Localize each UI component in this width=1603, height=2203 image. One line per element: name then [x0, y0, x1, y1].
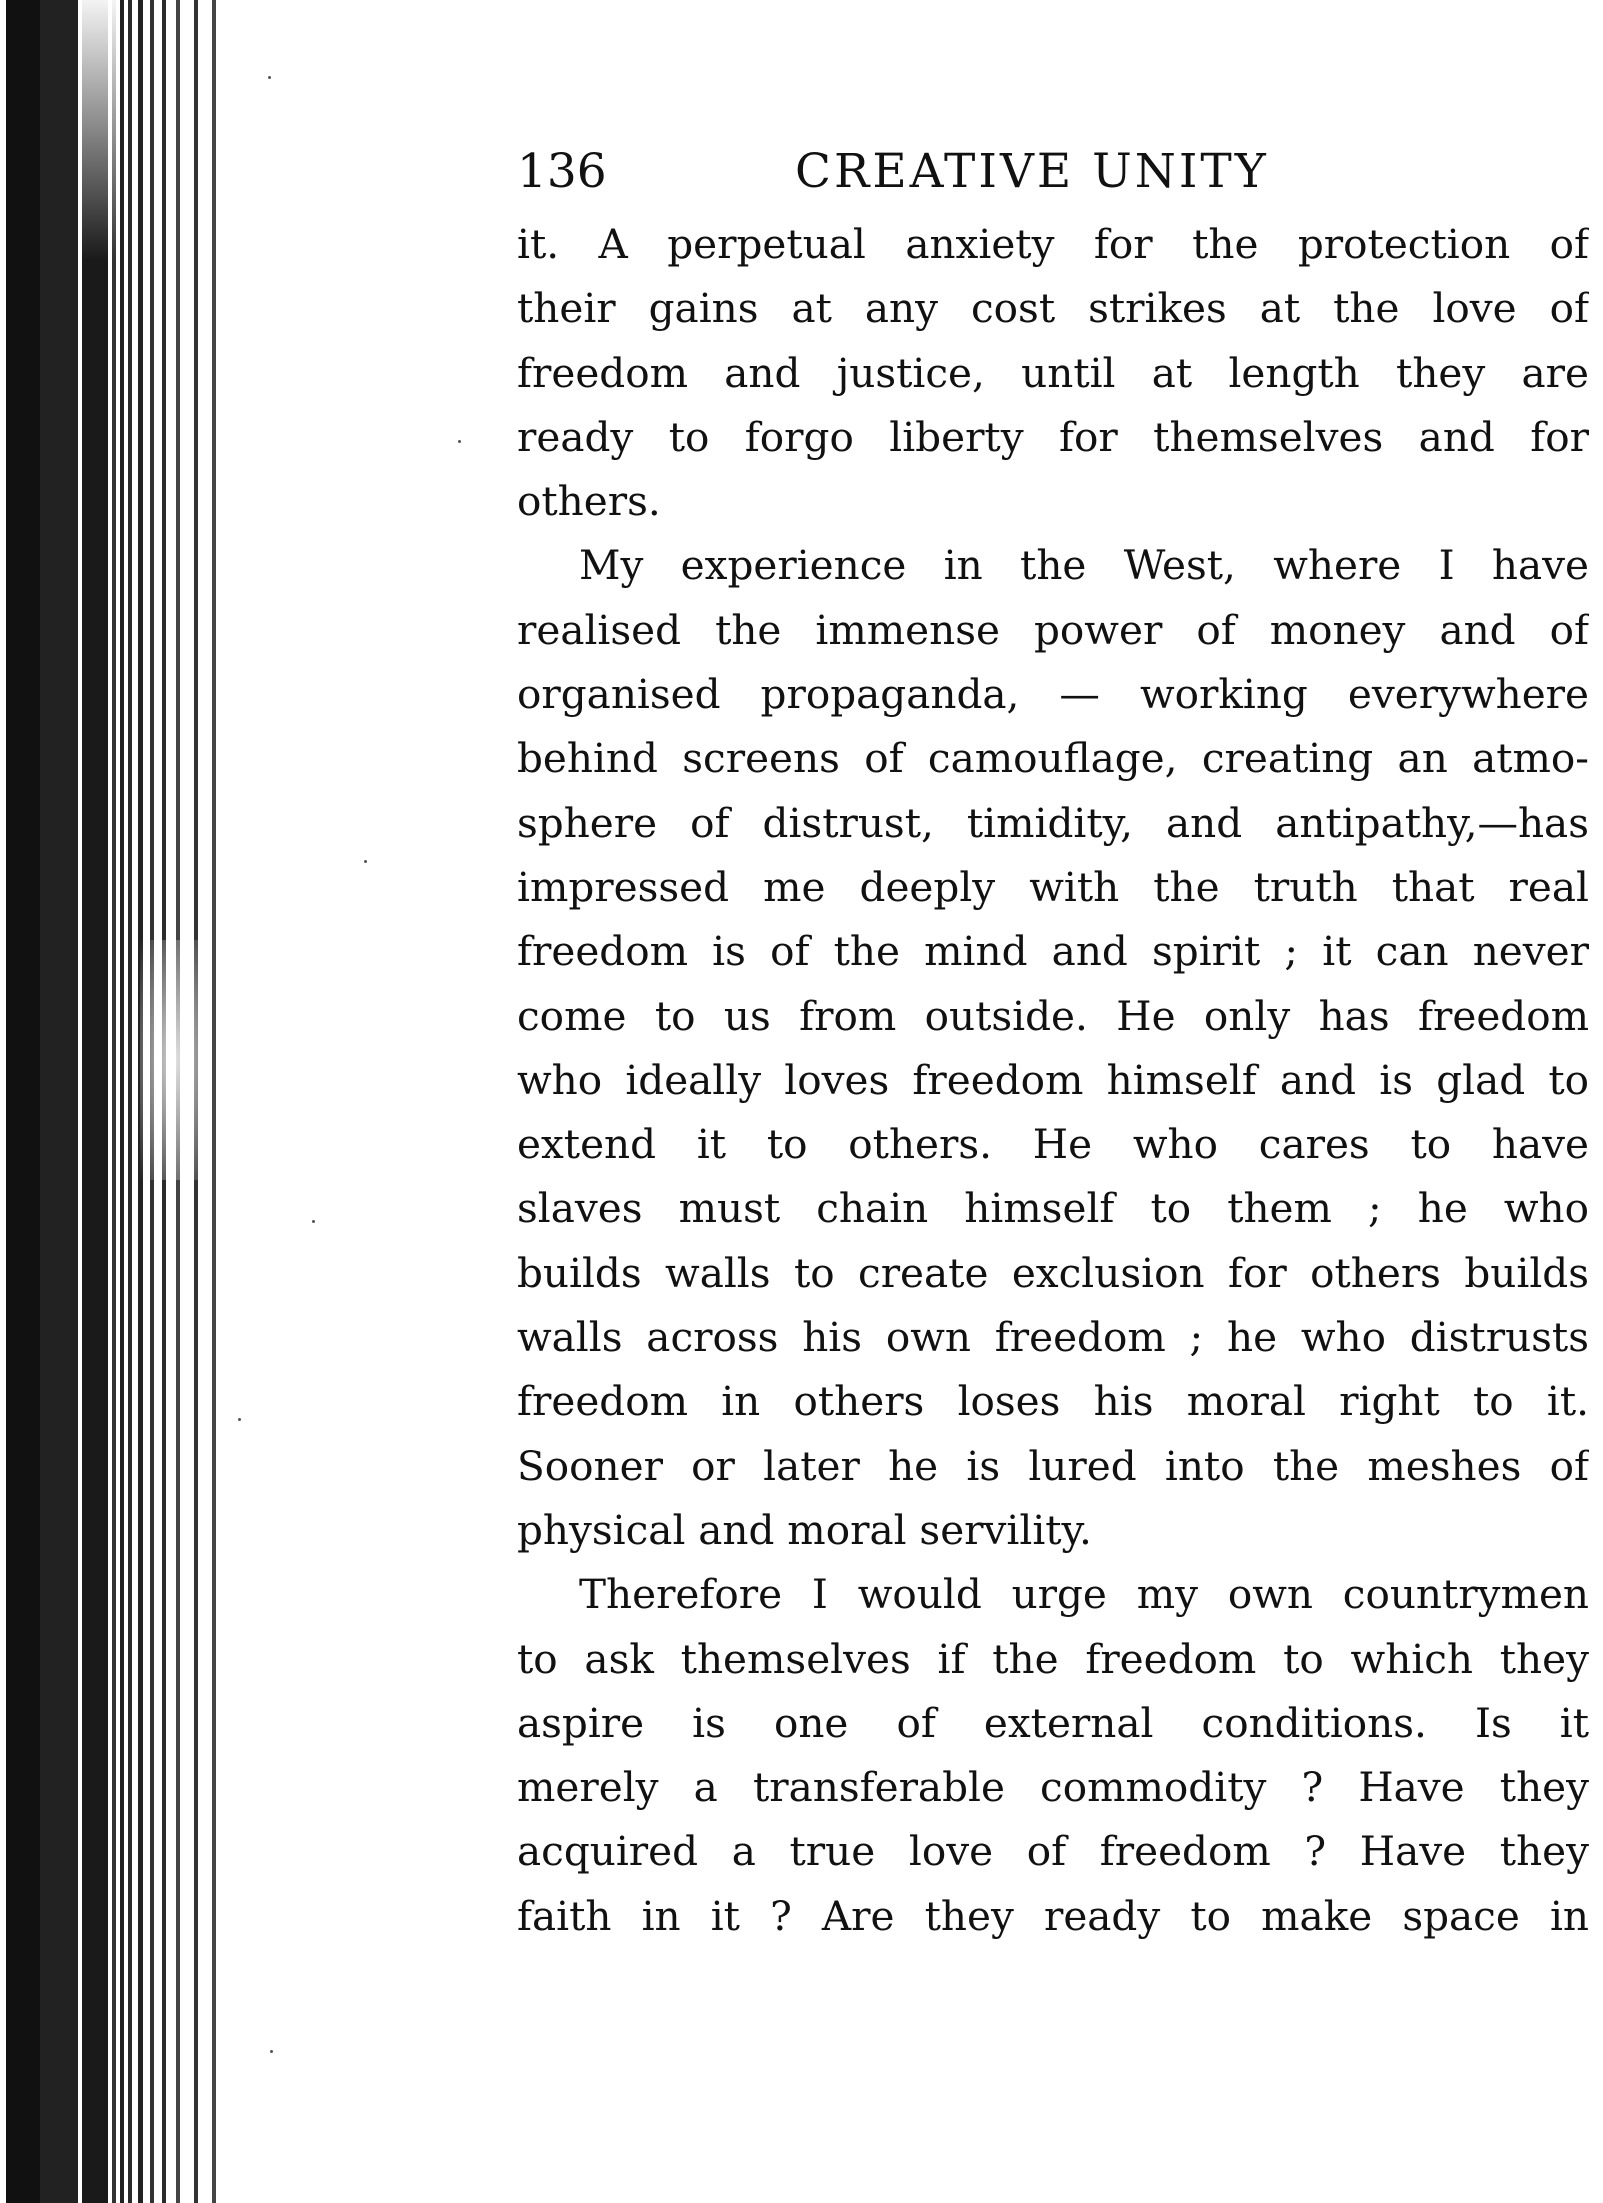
scan-speck — [364, 860, 367, 863]
text-line: acquired a true love of freedom ? Have they — [517, 1827, 1589, 1876]
text-line: freedom and justice, until at length they are — [517, 348, 1589, 397]
text-line: it. A perpetual anxiety for the protection of — [517, 220, 1589, 268]
running-head — [517, 140, 1589, 204]
text-line: come to us from outside. He only has freedom — [517, 991, 1589, 1040]
text-line: ready to forgo liberty for themselves and for — [517, 412, 1589, 461]
text-line: Sooner or later he is lured into the meshes of — [517, 1441, 1589, 1490]
scan-speck — [268, 76, 271, 79]
text-line: realised the immense power of money and of — [517, 605, 1589, 654]
scan-speck — [312, 1220, 315, 1223]
text-line: merely a transferable commodity ? Have they — [517, 1763, 1589, 1812]
book-title: CREATIVE UNITY — [795, 144, 1269, 199]
text-line: My experience in the West, where I have — [579, 541, 1589, 590]
text-line: sphere of distrust, timidity, and antipathy,—has — [517, 798, 1589, 847]
text-line: Therefore I would urge my own countrymen — [579, 1570, 1589, 1619]
text-line: freedom is of the mind and spirit ; it can never — [517, 927, 1589, 976]
text-line: walls across his own freedom ; he who distrusts — [517, 1313, 1589, 1362]
text-line: behind screens of camouflage, creating an atmo- — [517, 734, 1589, 783]
text-line: their gains at any cost strikes at the love of — [517, 284, 1589, 333]
text-line: physical and moral servility. — [517, 1505, 1092, 1554]
scan-speck — [238, 1418, 241, 1421]
text-line: impressed me deeply with the truth that real — [517, 862, 1589, 911]
scan-speck — [270, 2050, 273, 2053]
page-content — [517, 140, 1589, 1948]
text-line: aspire is one of external conditions. Is it — [517, 1698, 1589, 1747]
text-line: to ask themselves if the freedom to which they — [517, 1634, 1589, 1683]
text-line: others. — [517, 477, 661, 526]
page-number: 136 — [517, 144, 607, 199]
text-line: organised propaganda, — working everywhere — [517, 670, 1589, 719]
scan-speck — [458, 440, 461, 443]
body-text — [517, 212, 1589, 1948]
text-line: who ideally loves freedom himself and is glad to — [517, 1055, 1589, 1104]
text-line: extend it to others. He who cares to have — [517, 1120, 1589, 1169]
text-line: slaves must chain himself to them ; he who — [517, 1184, 1589, 1233]
text-line: faith in it ? Are they ready to make space in — [517, 1891, 1589, 1940]
gutter-highlight — [140, 940, 210, 1180]
text-line: freedom in others loses his moral right to it. — [517, 1377, 1589, 1426]
gutter-highlight — [78, 0, 118, 260]
text-line: builds walls to create exclusion for others builds — [517, 1248, 1589, 1297]
